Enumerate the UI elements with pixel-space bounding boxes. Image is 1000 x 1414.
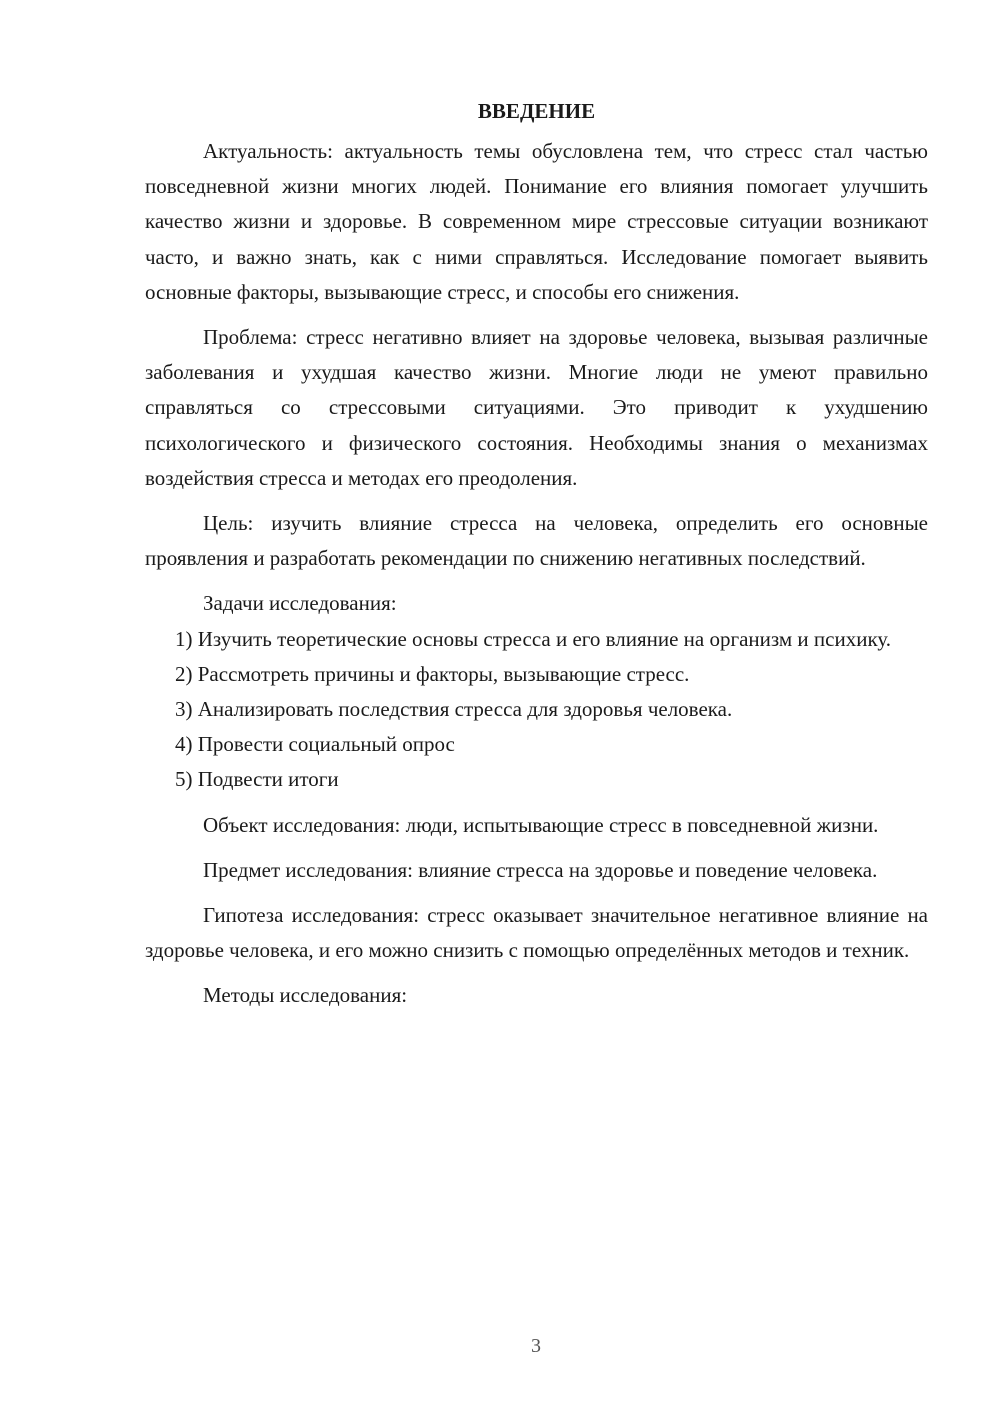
methods-heading: Методы исследования: (203, 983, 408, 1008)
task-item-4: 4) Провести социальный опрос (175, 732, 455, 757)
hypothesis-paragraph: Гипотеза исследования: стресс оказывает значительное негативное влияние на здоровье человека, и его можно снизить с помощью определённых методов и техник. (145, 903, 928, 963)
section-title: ВВЕДЕНИЕ (477, 99, 596, 123)
task-item-5: 5) Подвести итоги (175, 767, 339, 792)
document-page (145, 96, 928, 1014)
object-paragraph: Объект исследования: люди, испытывающие стресс в повседневной жизни. (203, 812, 879, 837)
relevance-paragraph: Актуальность: актуальность темы обусловлена тем, что стресс стал частью повседневной жизни многих людей. Понимание его влияния помогает улучшить качество жизни и здоровье. В современном мире стрессовые ситуации возникают часто, и важно знать, как с ними справляться. Исследование помогает выявить основные факторы, вызывающие стресс, и способы его снижения. (145, 139, 928, 304)
problem-paragraph: Проблема: стресс негативно влияет на здоровье человека, вызывая различные заболевания и ухудшая качество жизни. Многие люди не умеют правильно справляться со стрессовыми ситуациями. Это приводит к ухудшению психологического и физического состояния. Необходимы знания о механизмах воздействия стресса и методах его преодоления. (145, 325, 928, 490)
subject-paragraph: Предмет исследования: влияние стресса на здоровье и поведение человека. (203, 857, 878, 882)
goal-paragraph: Цель: изучить влияние стресса на человека, определить его основные проявления и разработать рекомендации по снижению негативных последствий. (145, 511, 928, 571)
task-item-3: 3) Анализировать последствия стресса для здоровья человека. (175, 697, 733, 722)
task-item-2: 2) Рассмотреть причины и факторы, вызывающие стресс. (175, 661, 690, 686)
task-item-1: 1) Изучить теоретические основы стресса и его влияние на организм и психику. (175, 626, 892, 651)
tasks-heading: Задачи исследования: (203, 591, 397, 616)
page-number: 3 (531, 1335, 541, 1357)
